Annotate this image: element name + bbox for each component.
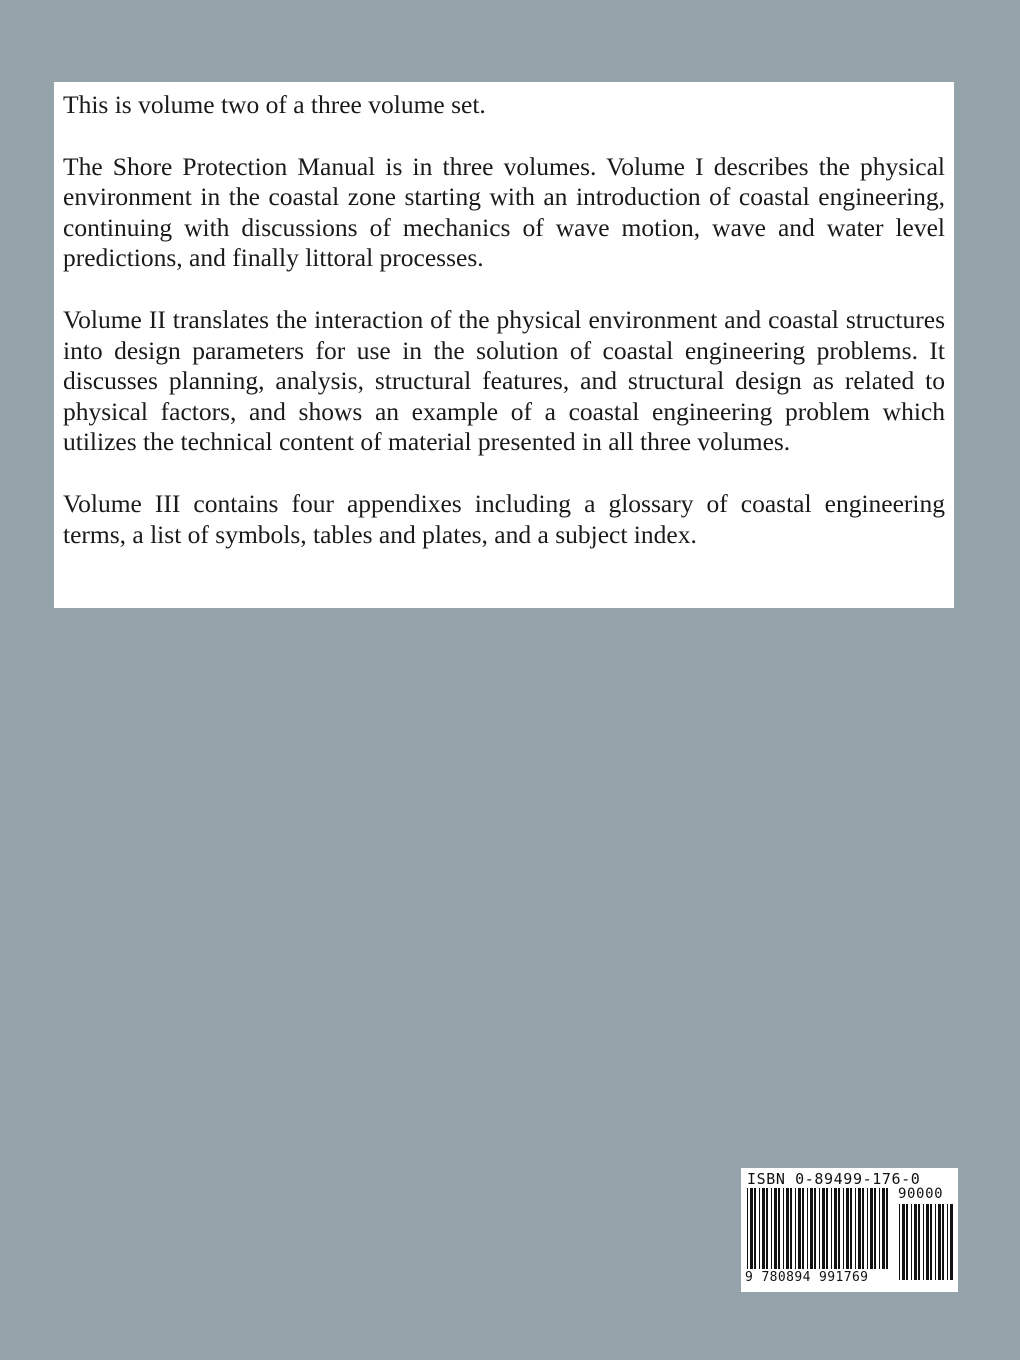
barcode-bar-main-bars-18 <box>819 1188 820 1269</box>
barcode-bar-addon-bars-1 <box>902 1204 905 1280</box>
barcode-bar-main-bars-16 <box>810 1188 813 1269</box>
description-panel <box>54 82 954 608</box>
barcode-bar-main-bars-14 <box>802 1188 804 1269</box>
barcode-bar-main-bars-32 <box>874 1188 876 1269</box>
barcode-bar-main-bars-10 <box>786 1188 789 1269</box>
barcode-bar-addon-bars-4 <box>914 1204 917 1280</box>
barcode-bar-main-bars-34 <box>882 1188 885 1269</box>
barcode-bar-main-bars-15 <box>807 1188 808 1269</box>
barcode-bar-main-bars-7 <box>774 1188 777 1269</box>
barcode-bar-addon-bars-12 <box>947 1204 948 1280</box>
main-barcode-bars <box>747 1188 888 1269</box>
barcode-bar-addon-bars-13 <box>950 1204 953 1280</box>
barcode-bar-main-bars-23 <box>838 1188 840 1269</box>
addon-barcode-bars <box>899 1204 953 1280</box>
barcode-bar-main-bars-33 <box>879 1188 880 1269</box>
barcode-bar-main-bars-21 <box>831 1188 832 1269</box>
barcode-bar-addon-bars-9 <box>935 1204 936 1280</box>
barcode-bar-main-bars-20 <box>826 1188 828 1269</box>
barcode-bar-main-bars-11 <box>790 1188 792 1269</box>
barcode-bar-main-bars-13 <box>798 1188 801 1269</box>
barcode-bar-main-bars-19 <box>822 1188 825 1269</box>
barcode-bar-main-bars-17 <box>814 1188 816 1269</box>
barcode-bar-main-bars-0 <box>747 1188 748 1269</box>
barcode-bar-main-bars-31 <box>870 1188 873 1269</box>
barcode-bar-addon-bars-0 <box>899 1204 900 1280</box>
barcode-bar-main-bars-25 <box>846 1188 849 1269</box>
barcode-bar-addon-bars-2 <box>906 1204 908 1280</box>
description-paragraph-1: This is volume two of a three volume set. <box>63 90 486 119</box>
price-code: 90000 <box>898 1186 944 1202</box>
barcode-bar-addon-bars-10 <box>938 1204 941 1280</box>
barcode-bar-main-bars-3 <box>759 1188 760 1269</box>
barcode-bar-main-bars-4 <box>762 1188 765 1269</box>
barcode-bar-main-bars-35 <box>886 1188 888 1269</box>
barcode-bar-addon-bars-3 <box>911 1204 912 1280</box>
barcode-bar-main-bars-26 <box>850 1188 852 1269</box>
barcode-bar-main-bars-30 <box>867 1188 868 1269</box>
isbn-barcode <box>741 1168 958 1292</box>
barcode-bar-addon-bars-6 <box>923 1204 924 1280</box>
barcode-bar-addon-bars-5 <box>918 1204 920 1280</box>
description-paragraph-4: Volume III contains four appendixes including a glossary of coastal engineering terms, a list of symbols, tables and plates, and a subject index. <box>63 488 945 549</box>
barcode-bar-main-bars-24 <box>843 1188 844 1269</box>
barcode-bar-main-bars-1 <box>750 1188 753 1269</box>
description-paragraph-2: The Shore Protection Manual is in three volumes. Volume I describes the physical environment in the coastal zone starting with an introduction of coastal engineering, continuing with discussions of mechanics of wave motion, wave and water level predictions, and finally littoral processes. <box>63 151 945 273</box>
barcode-bar-main-bars-28 <box>858 1188 861 1269</box>
description-paragraph-3: Volume II translates the interaction of the physical environment and coastal structures into design parameters for use in the solution of coastal engineering problems. It discusses planning, analysis, structural features, and structural design as related to physical factors, and shows an example of a coastal engineering problem which utilizes the technical content of material presented in all three volumes. <box>63 304 945 457</box>
isbn-label: ISBN 0-89499-176-0 <box>747 1170 921 1188</box>
barcode-bar-addon-bars-7 <box>926 1204 929 1280</box>
barcode-bar-main-bars-29 <box>862 1188 864 1269</box>
barcode-bar-addon-bars-8 <box>930 1204 932 1280</box>
barcode-bar-main-bars-2 <box>754 1188 756 1269</box>
barcode-bar-main-bars-6 <box>771 1188 772 1269</box>
barcode-bar-main-bars-12 <box>795 1188 796 1269</box>
ean-digits: 9 780894 991769 <box>745 1270 869 1285</box>
barcode-bar-main-bars-8 <box>778 1188 780 1269</box>
barcode-bar-main-bars-22 <box>834 1188 837 1269</box>
barcode-bar-main-bars-9 <box>783 1188 784 1269</box>
barcode-bar-addon-bars-11 <box>942 1204 944 1280</box>
barcode-bar-main-bars-5 <box>766 1188 768 1269</box>
barcode-bar-main-bars-27 <box>855 1188 856 1269</box>
